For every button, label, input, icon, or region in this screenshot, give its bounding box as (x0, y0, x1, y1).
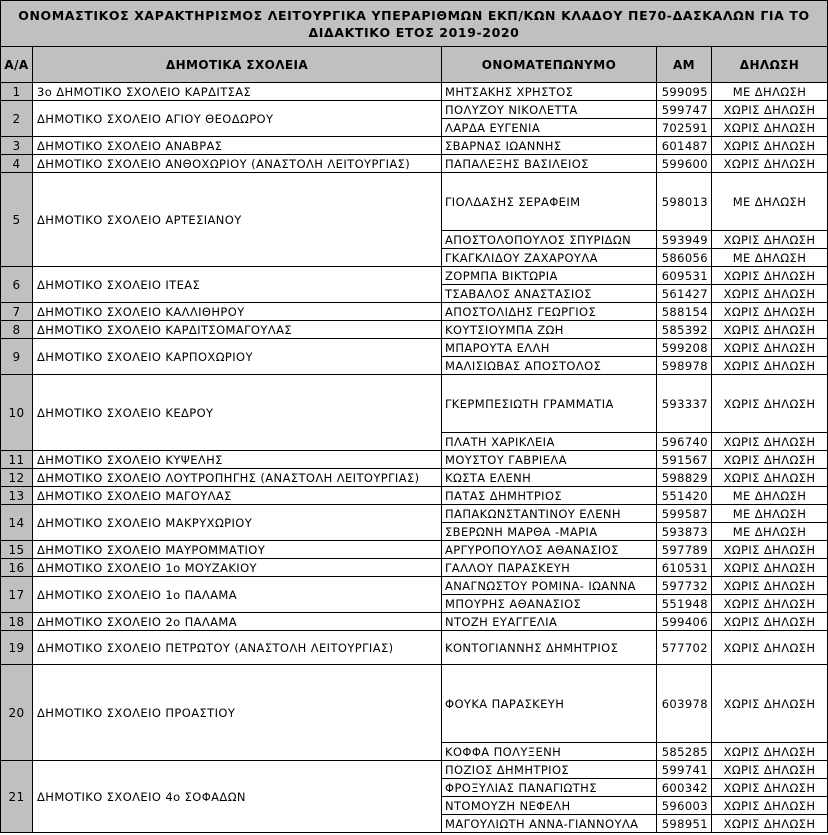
school-cell: ΔΗΜΟΤΙΚΟ ΣΧΟΛΕΙΟ ΜΑΚΡΥΧΩΡΙΟΥ (33, 505, 442, 541)
declaration-cell: ΧΩΡΙΣ ΔΗΛΩΣΗ (712, 469, 828, 487)
table-row (1, 665, 828, 743)
school-cell: ΔΗΜΟΤΙΚΟ ΣΧΟΛΕΙΟ 1ο ΜΟΥΖΑΚΙΟΥ (33, 559, 442, 577)
school-cell: 3ο ΔΗΜΟΤΙΚΟ ΣΧΟΛΕΙΟ ΚΑΡΔΙΤΣΑΣ (33, 83, 442, 101)
declaration-cell: ΧΩΡΙΣ ΔΗΛΩΣΗ (712, 541, 828, 559)
school-cell: ΔΗΜΟΤΙΚΟ ΣΧΟΛΕΙΟ ΜΑΥΡΟΜΜΑΤΙΟΥ (33, 541, 442, 559)
declaration-cell: ΧΩΡΙΣ ΔΗΛΩΣΗ (712, 155, 828, 173)
am-cell: 593873 (657, 523, 712, 541)
name-cell: ΖΟΡΜΠΑ ΒΙΚΤΩΡΙΑ (442, 267, 657, 285)
table-row (1, 83, 828, 101)
row-number: 19 (1, 631, 33, 665)
school-cell: ΔΗΜΟΤΙΚΟ ΣΧΟΛΕΙΟ ΚΑΡΠΟΧΩΡΙΟΥ (33, 339, 442, 375)
name-cell: ΑΡΓΥΡΟΠΟΥΛΟΣ ΑΘΑΝΑΣΙΟΣ (442, 541, 657, 559)
row-number: 18 (1, 613, 33, 631)
row-number: 3 (1, 137, 33, 155)
declaration-cell: ΧΩΡΙΣ ΔΗΛΩΣΗ (712, 761, 828, 779)
school-cell: ΔΗΜΟΤΙΚΟ ΣΧΟΛΕΙΟ ΚΕΔΡΟΥ (33, 375, 442, 451)
declaration-cell: ΧΩΡΙΣ ΔΗΛΩΣΗ (712, 357, 828, 375)
am-cell: 598951 (657, 815, 712, 833)
am-cell: 599095 (657, 83, 712, 101)
declaration-cell: ΜΕ ΔΗΛΩΣΗ (712, 505, 828, 523)
title-line-1: ΟΝΟΜΑΣΤΙΚΟΣ ΧΑΡΑΚΤΗΡΙΣΜΟΣ ΛΕΙΤΟΥΡΓΙΚΑ ΥΠΕΡΑΡΙΘΜΩΝ ΕΚΠ/ΚΩΝ ΚΛΑΔΟΥ ΠΕ70-ΔΑΣΚΑΛΩΝ ΓΙΑ ΤΟ (18, 7, 810, 23)
name-cell: ΠΟΖΙΟΣ ΔΗΜΗΤΡΙΟΣ (442, 761, 657, 779)
am-cell: 597789 (657, 541, 712, 559)
name-cell: ΠΑΠΑΚΩΝΣΤΑΝΤΙΝΟΥ ΕΛΕΝΗ (442, 505, 657, 523)
row-number: 12 (1, 469, 33, 487)
header-name: ΟΝΟΜΑΤΕΠΩΝΥΜΟ (442, 47, 657, 83)
declaration-cell: ΧΩΡΙΣ ΔΗΛΩΣΗ (712, 631, 828, 665)
name-cell: ΓΚΑΓΚΛΙΔΟΥ ΖΑΧΑΡΟΥΛΑ (442, 249, 657, 267)
declaration-cell: ΧΩΡΙΣ ΔΗΛΩΣΗ (712, 321, 828, 339)
school-cell: ΔΗΜΟΤΙΚΟ ΣΧΟΛΕΙΟ ΚΑΛΛΙΘΗΡΟΥ (33, 303, 442, 321)
am-cell: 603978 (657, 665, 712, 743)
declaration-cell: ΧΩΡΙΣ ΔΗΛΩΣΗ (712, 303, 828, 321)
declaration-cell: ΧΩΡΙΣ ΔΗΛΩΣΗ (712, 101, 828, 119)
am-cell: 577702 (657, 631, 712, 665)
table-row (1, 137, 828, 155)
name-cell: ΓΚΕΡΜΠΕΣΙΩΤΗ ΓΡΑΜΜΑΤΙΑ (442, 375, 657, 433)
declaration-cell: ΜΕ ΔΗΛΩΣΗ (712, 523, 828, 541)
declaration-cell: ΧΩΡΙΣ ΔΗΛΩΣΗ (712, 797, 828, 815)
name-cell: ΦΡΟΞΥΛΙΑΣ ΠΑΝΑΓΙΩΤΗΣ (442, 779, 657, 797)
name-cell: ΝΤΟΖΗ ΕΥΑΓΓΕΛΙΑ (442, 613, 657, 631)
row-number: 9 (1, 339, 33, 375)
declaration-cell: ΜΕ ΔΗΛΩΣΗ (712, 249, 828, 267)
name-cell: ΠΟΛΥΖΟΥ ΝΙΚΟΛΕΤΤΑ (442, 101, 657, 119)
am-cell: 585285 (657, 743, 712, 761)
title-line-2: ΔΙΔΑΚΤΙΚΟ ΕΤΟΣ 2019-2020 (308, 24, 520, 40)
am-cell: 598978 (657, 357, 712, 375)
row-number: 16 (1, 559, 33, 577)
table-row (1, 559, 828, 577)
declaration-cell: ΧΩΡΙΣ ΔΗΛΩΣΗ (712, 613, 828, 631)
am-cell: 598829 (657, 469, 712, 487)
school-cell: ΔΗΜΟΤΙΚΟ ΣΧΟΛΕΙΟ ΑΝΑΒΡΑΣ (33, 137, 442, 155)
row-number: 14 (1, 505, 33, 541)
declaration-cell: ΧΩΡΙΣ ΔΗΛΩΣΗ (712, 137, 828, 155)
am-cell: 600342 (657, 779, 712, 797)
name-cell: ΠΛΑΤΗ ΧΑΡΙΚΛΕΙΑ (442, 433, 657, 451)
name-cell: ΜΑΛΙΣΙΩΒΑΣ ΑΠΟΣΤΟΛΟΣ (442, 357, 657, 375)
declaration-cell: ΜΕ ΔΗΛΩΣΗ (712, 487, 828, 505)
table-row (1, 469, 828, 487)
header-declaration: ΔΗΛΩΣΗ (712, 47, 828, 83)
table-row (1, 577, 828, 595)
am-cell: 596003 (657, 797, 712, 815)
row-number: 11 (1, 451, 33, 469)
school-cell: ΔΗΜΟΤΙΚΟ ΣΧΟΛΕΙΟ ΠΡΟΑΣΤΙΟΥ (33, 665, 442, 761)
name-cell: ΝΤΟΜΟΥΖΗ ΝΕΦΕΛΗ (442, 797, 657, 815)
row-number: 17 (1, 577, 33, 613)
table-row (1, 173, 828, 231)
am-cell: 599406 (657, 613, 712, 631)
table-row (1, 375, 828, 433)
am-cell: 599747 (657, 101, 712, 119)
header-am: ΑΜ (657, 47, 712, 83)
school-cell: ΔΗΜΟΤΙΚΟ ΣΧΟΛΕΙΟ ΑΝΘΟΧΩΡΙΟΥ (ΑΝΑΣΤΟΛΗ ΛΕΙΤΟΥΡΓΙΑΣ) (33, 155, 442, 173)
name-cell: ΣΒΕΡΩΝΗ ΜΑΡΘΑ -ΜΑΡΙΑ (442, 523, 657, 541)
table-row (1, 505, 828, 523)
declaration-cell: ΜΕ ΔΗΛΩΣΗ (712, 173, 828, 231)
row-number: 21 (1, 761, 33, 833)
school-cell: ΔΗΜΟΤΙΚΟ ΣΧΟΛΕΙΟ 2ο ΠΑΛΑΜΑ (33, 613, 442, 631)
name-cell: ΚΟΥΤΣΙΟΥΜΠΑ ΖΩΗ (442, 321, 657, 339)
row-number: 4 (1, 155, 33, 173)
table-row (1, 101, 828, 119)
am-cell: 702591 (657, 119, 712, 137)
table-row (1, 613, 828, 631)
declaration-cell: ΧΩΡΙΣ ΔΗΛΩΣΗ (712, 231, 828, 249)
name-cell: ΠΑΤΑΣ ΔΗΜΗΤΡΙΟΣ (442, 487, 657, 505)
am-cell: 585392 (657, 321, 712, 339)
school-cell: ΔΗΜΟΤΙΚΟ ΣΧΟΛΕΙΟ ΛΟΥΤΡΟΠΗΓΗΣ (ΑΝΑΣΤΟΛΗ ΛΕΙΤΟΥΡΓΙΑΣ) (33, 469, 442, 487)
row-number: 6 (1, 267, 33, 303)
declaration-cell: ΧΩΡΙΣ ΔΗΛΩΣΗ (712, 559, 828, 577)
am-cell: 551420 (657, 487, 712, 505)
declaration-cell: ΧΩΡΙΣ ΔΗΛΩΣΗ (712, 451, 828, 469)
name-cell: ΚΩΣΤΑ ΕΛΕΝΗ (442, 469, 657, 487)
school-cell: ΔΗΜΟΤΙΚΟ ΣΧΟΛΕΙΟ 1ο ΠΑΛΑΜΑ (33, 577, 442, 613)
name-cell: ΤΣΑΒΑΛΟΣ ΑΝΑΣΤΑΣΙΟΣ (442, 285, 657, 303)
am-cell: 609531 (657, 267, 712, 285)
declaration-cell: ΧΩΡΙΣ ΔΗΛΩΣΗ (712, 577, 828, 595)
am-cell: 599741 (657, 761, 712, 779)
name-cell: ΛΑΡΔΑ ΕΥΓΕΝΙΑ (442, 119, 657, 137)
am-cell: 593337 (657, 375, 712, 433)
row-number: 1 (1, 83, 33, 101)
row-number: 8 (1, 321, 33, 339)
declaration-cell: ΧΩΡΙΣ ΔΗΛΩΣΗ (712, 595, 828, 613)
header-aa: Α/Α (1, 47, 33, 83)
am-cell: 599600 (657, 155, 712, 173)
school-cell: ΔΗΜΟΤΙΚΟ ΣΧΟΛΕΙΟ ΑΓΙΟΥ ΘΕΟΔΩΡΟΥ (33, 101, 442, 137)
school-cell: ΔΗΜΟΤΙΚΟ ΣΧΟΛΕΙΟ 4ο ΣΟΦΑΔΩΝ (33, 761, 442, 833)
row-number: 2 (1, 101, 33, 137)
row-number: 10 (1, 375, 33, 451)
am-cell: 598013 (657, 173, 712, 231)
row-number: 7 (1, 303, 33, 321)
name-cell: ΜΠΟΥΡΗΣ ΑΘΑΝΑΣΙΟΣ (442, 595, 657, 613)
declaration-cell: ΧΩΡΙΣ ΔΗΛΩΣΗ (712, 119, 828, 137)
am-cell: 599587 (657, 505, 712, 523)
row-number: 13 (1, 487, 33, 505)
declaration-cell: ΧΩΡΙΣ ΔΗΛΩΣΗ (712, 815, 828, 833)
table-row (1, 155, 828, 173)
name-cell: ΜΠΑΡΟΥΤΑ ΕΛΛΗ (442, 339, 657, 357)
name-cell: ΣΒΑΡΝΑΣ ΙΩΑΝΝΗΣ (442, 137, 657, 155)
name-cell: ΠΑΠΑΛΕΞΗΣ ΒΑΣΙΛΕΙΟΣ (442, 155, 657, 173)
declaration-cell: ΧΩΡΙΣ ΔΗΛΩΣΗ (712, 665, 828, 743)
am-cell: 596740 (657, 433, 712, 451)
declaration-cell: ΧΩΡΙΣ ΔΗΛΩΣΗ (712, 285, 828, 303)
am-cell: 591567 (657, 451, 712, 469)
name-cell: ΜΗΤΣΑΚΗΣ ΧΡΗΣΤΟΣ (442, 83, 657, 101)
declaration-cell: ΧΩΡΙΣ ΔΗΛΩΣΗ (712, 375, 828, 433)
name-cell: ΓΑΛΛΟΥ ΠΑΡΑΣΚΕΥΗ (442, 559, 657, 577)
table-row (1, 303, 828, 321)
am-cell: 551948 (657, 595, 712, 613)
am-cell: 593949 (657, 231, 712, 249)
declaration-cell: ΜΕ ΔΗΛΩΣΗ (712, 83, 828, 101)
am-cell: 588154 (657, 303, 712, 321)
school-cell: ΔΗΜΟΤΙΚΟ ΣΧΟΛΕΙΟ ΚΥΨΕΛΗΣ (33, 451, 442, 469)
name-cell: ΑΝΑΓΝΩΣΤΟΥ ΡΟΜΙΝΑ- ΙΩΑΝΝΑ (442, 577, 657, 595)
header-school: ΔΗΜΟΤΙΚΑ ΣΧΟΛΕΙΑ (33, 47, 442, 83)
name-cell: ΜΟΥΣΤΟΥ ΓΑΒΡΙΕΛΑ (442, 451, 657, 469)
declaration-cell: ΧΩΡΙΣ ΔΗΛΩΣΗ (712, 433, 828, 451)
table-row (1, 487, 828, 505)
name-cell: ΑΠΟΣΤΟΛΙΔΗΣ ΓΕΩΡΓΙΟΣ (442, 303, 657, 321)
name-cell: ΓΙΟΛΔΑΣΗΣ ΣΕΡΑΦΕΙΜ (442, 173, 657, 231)
table-row (1, 451, 828, 469)
am-cell: 601487 (657, 137, 712, 155)
table-row (1, 631, 828, 665)
declaration-cell: ΧΩΡΙΣ ΔΗΛΩΣΗ (712, 339, 828, 357)
name-cell: ΜΑΓΟΥΛΙΩΤΗ ΑΝΝΑ-ΓΙΑΝΝΟΥΛΑ (442, 815, 657, 833)
school-cell: ΔΗΜΟΤΙΚΟ ΣΧΟΛΕΙΟ ΑΡΤΕΣΙΑΝΟΥ (33, 173, 442, 267)
school-cell: ΔΗΜΟΤΙΚΟ ΣΧΟΛΕΙΟ ΚΑΡΔΙΤΣΟΜΑΓΟΥΛΑΣ (33, 321, 442, 339)
declaration-cell: ΧΩΡΙΣ ΔΗΛΩΣΗ (712, 267, 828, 285)
table-row (1, 339, 828, 357)
am-cell: 561427 (657, 285, 712, 303)
declaration-cell: ΧΩΡΙΣ ΔΗΛΩΣΗ (712, 779, 828, 797)
school-cell: ΔΗΜΟΤΙΚΟ ΣΧΟΛΕΙΟ ΜΑΓΟΥΛΑΣ (33, 487, 442, 505)
am-cell: 597732 (657, 577, 712, 595)
am-cell: 599208 (657, 339, 712, 357)
name-cell: ΚΟΦΦΑ ΠΟΛΥΞΕΝΗ (442, 743, 657, 761)
title-row (1, 1, 828, 47)
document-title (1, 1, 828, 47)
name-cell: ΦΟΥΚΑ ΠΑΡΑΣΚΕΥΗ (442, 665, 657, 743)
row-number: 5 (1, 173, 33, 267)
declaration-cell: ΧΩΡΙΣ ΔΗΛΩΣΗ (712, 743, 828, 761)
am-cell: 586056 (657, 249, 712, 267)
table-row (1, 267, 828, 285)
table-row (1, 761, 828, 779)
table-row (1, 321, 828, 339)
am-cell: 610531 (657, 559, 712, 577)
row-number: 15 (1, 541, 33, 559)
header-row (1, 47, 828, 83)
school-cell: ΔΗΜΟΤΙΚΟ ΣΧΟΛΕΙΟ ΠΕΤΡΩΤΟΥ (ΑΝΑΣΤΟΛΗ ΛΕΙΤΟΥΡΓΙΑΣ) (33, 631, 442, 665)
name-cell: ΚΟΝΤΟΓΙΑΝΝΗΣ ΔΗΜΗΤΡΙΟΣ (442, 631, 657, 665)
row-number: 20 (1, 665, 33, 761)
name-cell: ΑΠΟΣΤΟΛΟΠΟΥΛΟΣ ΣΠΥΡΙΔΩΝ (442, 231, 657, 249)
table-row (1, 541, 828, 559)
school-cell: ΔΗΜΟΤΙΚΟ ΣΧΟΛΕΙΟ ΙΤΕΑΣ (33, 267, 442, 303)
table-body (1, 83, 828, 833)
